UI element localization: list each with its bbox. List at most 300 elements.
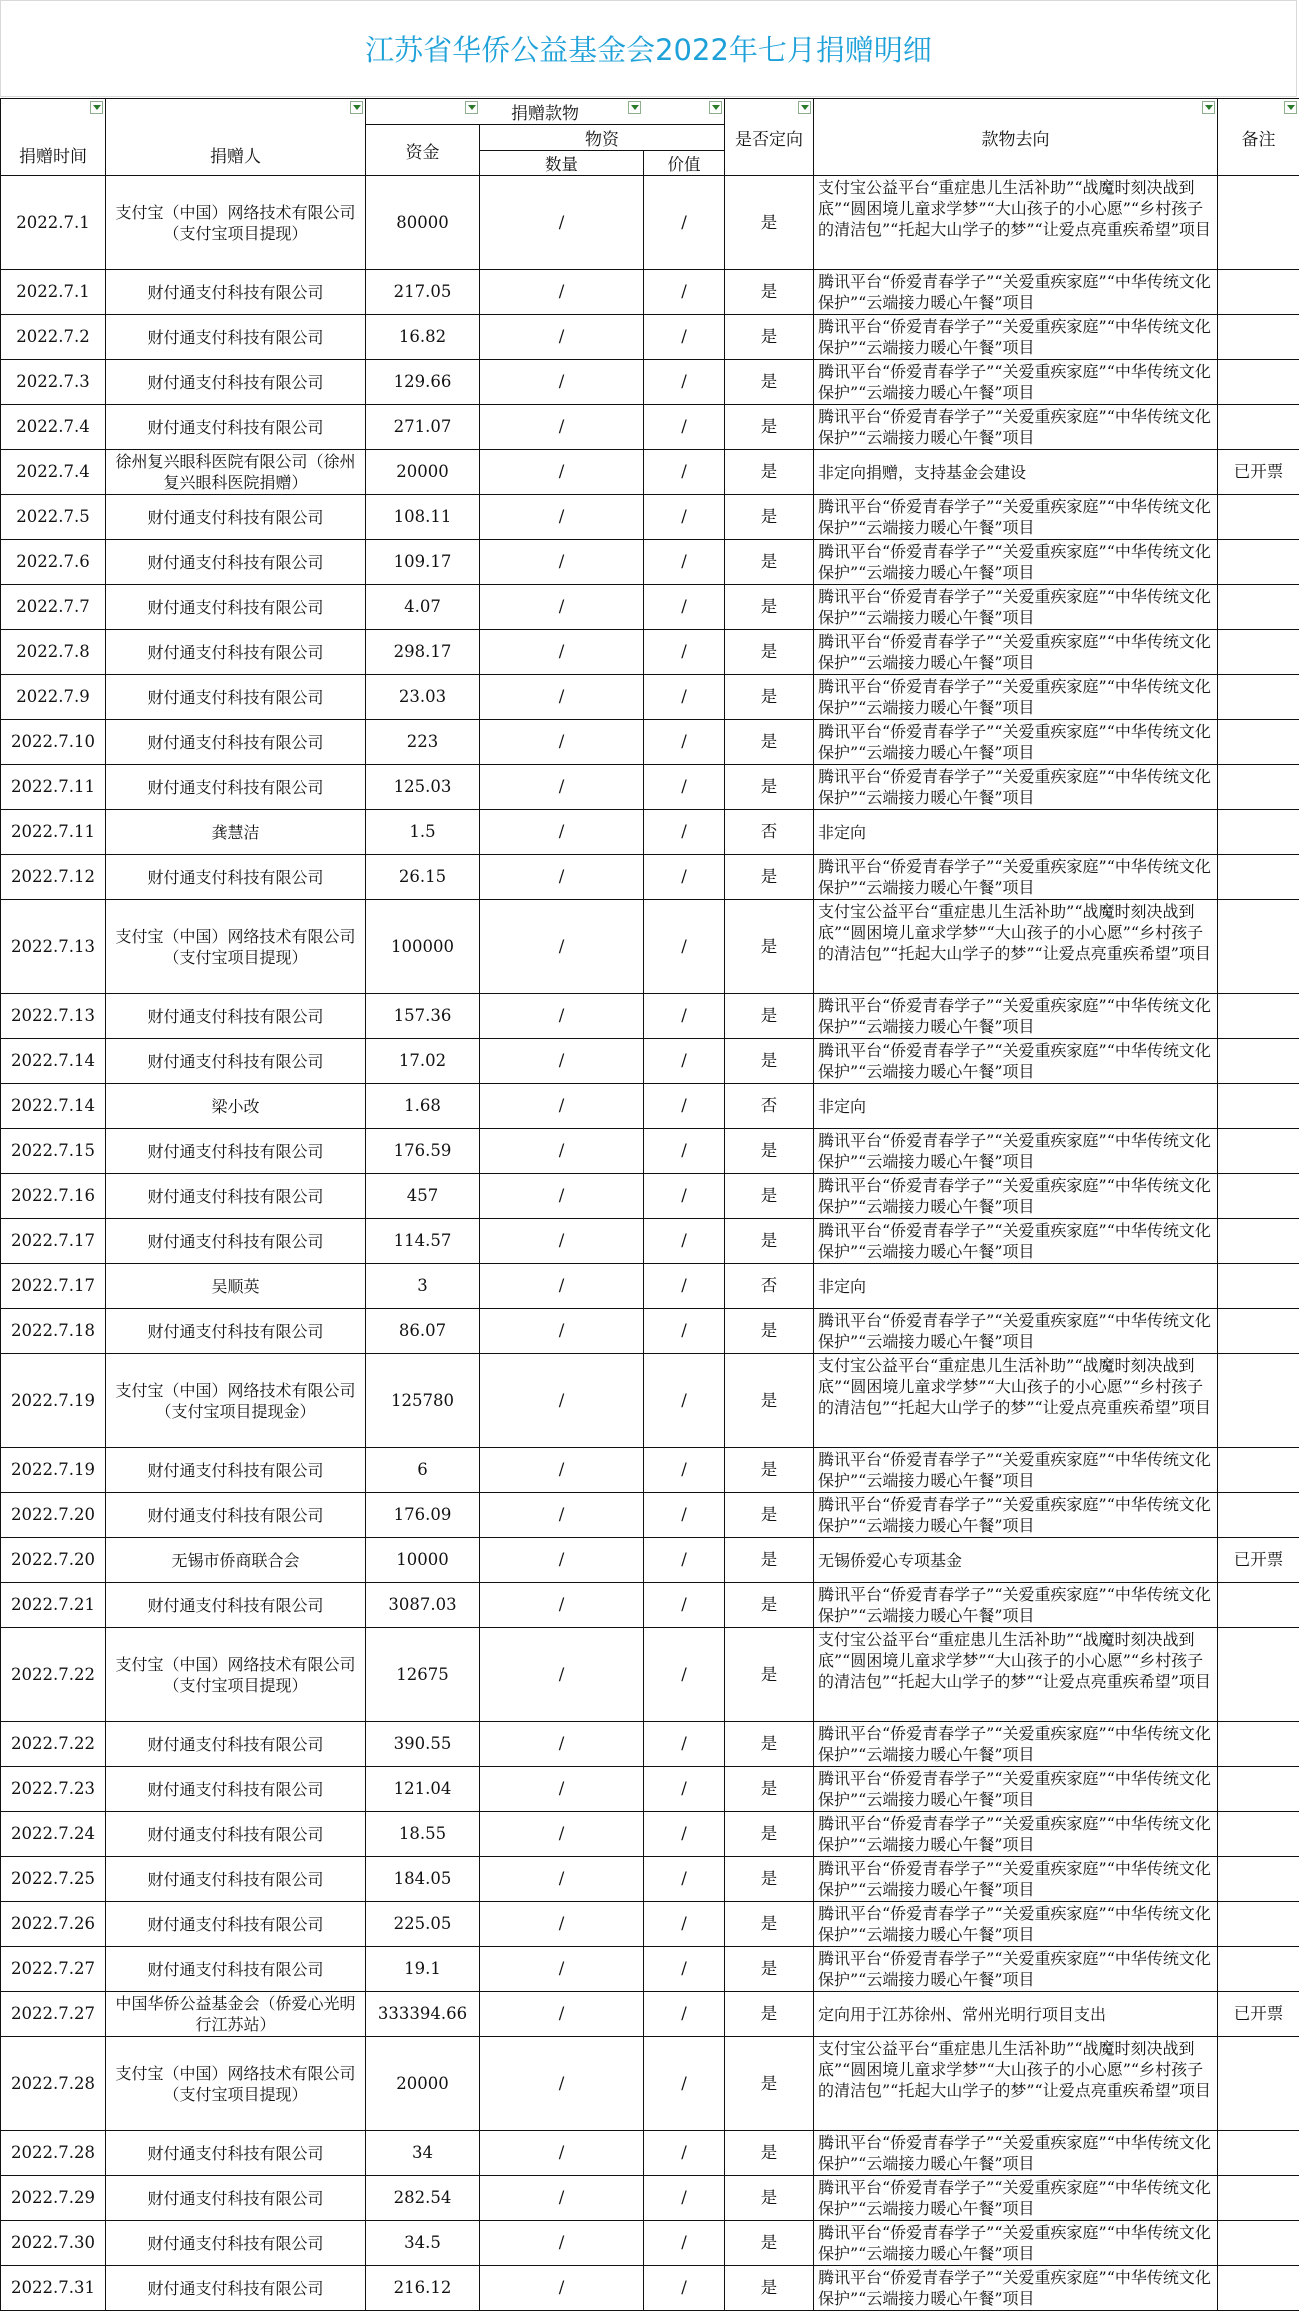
cell-quantity: /: [480, 585, 644, 630]
cell-cash: 457: [366, 1174, 480, 1219]
cell-directed: 是: [725, 315, 814, 360]
table-row: [1, 1129, 1299, 1174]
cell-remark: [1218, 630, 1299, 675]
cell-date: 2022.7.17: [1, 1219, 106, 1264]
cell-date: 2022.7.4: [1, 405, 106, 450]
filter-dropdown-icon[interactable]: [798, 101, 811, 114]
table-row: [1, 1354, 1299, 1448]
cell-donor: 财付通支付科技有限公司: [106, 405, 366, 450]
cell-directed: 是: [725, 1812, 814, 1857]
cell-remark: [1218, 495, 1299, 540]
cell-value: /: [644, 2037, 725, 2131]
cell-remark: [1218, 1767, 1299, 1812]
cell-date: 2022.7.1: [1, 270, 106, 315]
cell-destination: 腾讯平台“侨爱青春学子”“关爱重疾家庭”“中华传统文化保护”“云端接力暖心午餐”项目: [814, 720, 1218, 765]
cell-cash: 18.55: [366, 1812, 480, 1857]
cell-date: 2022.7.11: [1, 765, 106, 810]
cell-quantity: /: [480, 2221, 644, 2266]
cell-cash: 86.07: [366, 1309, 480, 1354]
cell-cash: 121.04: [366, 1767, 480, 1812]
cell-date: 2022.7.15: [1, 1129, 106, 1174]
cell-donor: 徐州复兴眼科医院有限公司（徐州复兴眼科医院捐赠）: [106, 450, 366, 495]
cell-value: /: [644, 994, 725, 1039]
cell-value: /: [644, 1448, 725, 1493]
cell-donor: 无锡市侨商联合会: [106, 1538, 366, 1583]
header-value: 价值: [644, 151, 725, 176]
cell-destination: 腾讯平台“侨爱青春学子”“关爱重疾家庭”“中华传统文化保护”“云端接力暖心午餐”项目: [814, 1812, 1218, 1857]
cell-destination: 腾讯平台“侨爱青春学子”“关爱重疾家庭”“中华传统文化保护”“云端接力暖心午餐”项目: [814, 1219, 1218, 1264]
filter-dropdown-icon[interactable]: [465, 101, 478, 114]
cell-destination: 腾讯平台“侨爱青春学子”“关爱重疾家庭”“中华传统文化保护”“云端接力暖心午餐”项目: [814, 1902, 1218, 1947]
cell-date: 2022.7.16: [1, 1174, 106, 1219]
cell-value: /: [644, 360, 725, 405]
cell-directed: 是: [725, 1538, 814, 1583]
cell-donor: 财付通支付科技有限公司: [106, 2266, 366, 2311]
cell-destination: 腾讯平台“侨爱青春学子”“关爱重疾家庭”“中华传统文化保护”“云端接力暖心午餐”项目: [814, 1947, 1218, 1992]
cell-destination: 腾讯平台“侨爱青春学子”“关爱重疾家庭”“中华传统文化保护”“云端接力暖心午餐”项目: [814, 765, 1218, 810]
cell-donor: 财付通支付科技有限公司: [106, 540, 366, 585]
cell-date: 2022.7.30: [1, 2221, 106, 2266]
cell-date: 2022.7.14: [1, 1039, 106, 1084]
cell-remark: [1218, 1084, 1299, 1129]
table-row: [1, 720, 1299, 765]
cell-quantity: /: [480, 2037, 644, 2131]
cell-destination: 支付宝公益平台“重症患儿生活补助”“战魔时刻决战到底”“圆困境儿童求学梦”“大山孩子的小心愿”“乡村孩子的清洁包”“托起大山学子的梦”“让爱点亮重疾希望”项目: [814, 1354, 1218, 1448]
cell-cash: 34: [366, 2131, 480, 2176]
header-quantity: 数量: [480, 151, 644, 176]
cell-cash: 125.03: [366, 765, 480, 810]
cell-remark: 已开票: [1218, 1538, 1299, 1583]
table-row: [1, 270, 1299, 315]
cell-destination: 腾讯平台“侨爱青春学子”“关爱重疾家庭”“中华传统文化保护”“云端接力暖心午餐”项目: [814, 2176, 1218, 2221]
cell-cash: 114.57: [366, 1219, 480, 1264]
cell-donor: 支付宝（中国）网络技术有限公司（支付宝项目提现）: [106, 2037, 366, 2131]
cell-directed: 是: [725, 1129, 814, 1174]
table-row: [1, 630, 1299, 675]
cell-date: 2022.7.14: [1, 1084, 106, 1129]
cell-directed: 是: [725, 176, 814, 270]
cell-destination: 腾讯平台“侨爱青春学子”“关爱重疾家庭”“中华传统文化保护”“云端接力暖心午餐”项目: [814, 2221, 1218, 2266]
cell-quantity: /: [480, 1902, 644, 1947]
cell-date: 2022.7.6: [1, 540, 106, 585]
cell-date: 2022.7.19: [1, 1354, 106, 1448]
cell-value: /: [644, 176, 725, 270]
cell-cash: 282.54: [366, 2176, 480, 2221]
cell-destination: 腾讯平台“侨爱青春学子”“关爱重疾家庭”“中华传统文化保护”“云端接力暖心午餐”项目: [814, 675, 1218, 720]
cell-directed: 是: [725, 1722, 814, 1767]
filter-dropdown-icon[interactable]: [628, 101, 641, 114]
cell-directed: 是: [725, 675, 814, 720]
cell-remark: [1218, 1219, 1299, 1264]
cell-donor: 财付通支付科技有限公司: [106, 495, 366, 540]
cell-remark: [1218, 1448, 1299, 1493]
cell-value: /: [644, 450, 725, 495]
cell-cash: 16.82: [366, 315, 480, 360]
cell-directed: 是: [725, 1448, 814, 1493]
cell-cash: 19.1: [366, 1947, 480, 1992]
cell-cash: 34.5: [366, 2221, 480, 2266]
cell-value: /: [644, 1857, 725, 1902]
cell-donor: 财付通支付科技有限公司: [106, 1129, 366, 1174]
table-row: [1, 1039, 1299, 1084]
cell-destination: 腾讯平台“侨爱青春学子”“关爱重疾家庭”“中华传统文化保护”“云端接力暖心午餐”项目: [814, 2131, 1218, 2176]
cell-quantity: /: [480, 765, 644, 810]
header-date: 捐赠时间: [1, 99, 106, 176]
table-row: [1, 176, 1299, 270]
cell-quantity: /: [480, 1039, 644, 1084]
cell-quantity: /: [480, 1583, 644, 1628]
cell-value: /: [644, 1174, 725, 1219]
cell-destination: 腾讯平台“侨爱青春学子”“关爱重疾家庭”“中华传统文化保护”“云端接力暖心午餐”项目: [814, 1767, 1218, 1812]
cell-cash: 129.66: [366, 360, 480, 405]
cell-directed: 是: [725, 495, 814, 540]
cell-date: 2022.7.28: [1, 2037, 106, 2131]
cell-remark: [1218, 1947, 1299, 1992]
cell-remark: [1218, 855, 1299, 900]
cell-destination: 腾讯平台“侨爱青春学子”“关爱重疾家庭”“中华传统文化保护”“云端接力暖心午餐”项目: [814, 360, 1218, 405]
table-row: [1, 2176, 1299, 2221]
cell-directed: 是: [725, 2221, 814, 2266]
cell-value: /: [644, 1129, 725, 1174]
cell-destination: 非定向捐赠，支持基金会建设: [814, 450, 1218, 495]
table-row: [1, 765, 1299, 810]
cell-donor: 财付通支付科技有限公司: [106, 1947, 366, 1992]
cell-date: 2022.7.8: [1, 630, 106, 675]
cell-cash: 20000: [366, 450, 480, 495]
cell-value: /: [644, 2266, 725, 2311]
table-row: [1, 900, 1299, 994]
cell-quantity: /: [480, 176, 644, 270]
cell-quantity: /: [480, 900, 644, 994]
cell-destination: 支付宝公益平台“重症患儿生活补助”“战魔时刻决战到底”“圆困境儿童求学梦”“大山孩子的小心愿”“乡村孩子的清洁包”“托起大山学子的梦”“让爱点亮重疾希望”项目: [814, 2037, 1218, 2131]
cell-directed: 是: [725, 994, 814, 1039]
cell-cash: 176.09: [366, 1493, 480, 1538]
cell-remark: [1218, 994, 1299, 1039]
cell-remark: [1218, 2266, 1299, 2311]
cell-donor: 财付通支付科技有限公司: [106, 1174, 366, 1219]
cell-date: 2022.7.27: [1, 1992, 106, 2037]
table-row: [1, 1264, 1299, 1309]
cell-remark: [1218, 405, 1299, 450]
cell-directed: 是: [725, 1219, 814, 1264]
table-row: [1, 1583, 1299, 1628]
cell-donor: 吴顺英: [106, 1264, 366, 1309]
cell-donor: 财付通支付科技有限公司: [106, 2176, 366, 2221]
cell-directed: 是: [725, 270, 814, 315]
cell-value: /: [644, 720, 725, 765]
cell-value: /: [644, 855, 725, 900]
cell-date: 2022.7.26: [1, 1902, 106, 1947]
table-row: [1, 810, 1299, 855]
cell-remark: [1218, 2221, 1299, 2266]
cell-cash: 216.12: [366, 2266, 480, 2311]
header-donation: 捐赠款物: [366, 99, 725, 125]
cell-donor: 财付通支付科技有限公司: [106, 1583, 366, 1628]
cell-value: /: [644, 810, 725, 855]
cell-date: 2022.7.9: [1, 675, 106, 720]
cell-value: /: [644, 675, 725, 720]
cell-directed: 是: [725, 1628, 814, 1722]
cell-directed: 是: [725, 630, 814, 675]
cell-directed: 是: [725, 585, 814, 630]
header-donor: 捐赠人: [106, 99, 366, 176]
cell-directed: 是: [725, 1583, 814, 1628]
cell-directed: 是: [725, 720, 814, 765]
table-row: [1, 1992, 1299, 2037]
table-body: [1, 176, 1299, 2311]
cell-directed: 是: [725, 1354, 814, 1448]
table-row: [1, 2221, 1299, 2266]
cell-directed: 是: [725, 405, 814, 450]
cell-date: 2022.7.22: [1, 1628, 106, 1722]
cell-donor: 财付通支付科技有限公司: [106, 2221, 366, 2266]
cell-remark: [1218, 1493, 1299, 1538]
cell-date: 2022.7.4: [1, 450, 106, 495]
cell-donor: 财付通支付科技有限公司: [106, 270, 366, 315]
cell-cash: 271.07: [366, 405, 480, 450]
table-row: [1, 1947, 1299, 1992]
cell-destination: 无锡侨爱心专项基金: [814, 1538, 1218, 1583]
table-row: [1, 495, 1299, 540]
cell-quantity: /: [480, 1992, 644, 2037]
cell-cash: 157.36: [366, 994, 480, 1039]
cell-donor: 财付通支付科技有限公司: [106, 1493, 366, 1538]
cell-destination: 腾讯平台“侨爱青春学子”“关爱重疾家庭”“中华传统文化保护”“云端接力暖心午餐”项目: [814, 855, 1218, 900]
cell-quantity: /: [480, 2176, 644, 2221]
cell-value: /: [644, 1309, 725, 1354]
cell-donor: 财付通支付科技有限公司: [106, 720, 366, 765]
table-row: [1, 1902, 1299, 1947]
cell-quantity: /: [480, 315, 644, 360]
cell-quantity: /: [480, 2131, 644, 2176]
cell-remark: [1218, 900, 1299, 994]
cell-remark: [1218, 540, 1299, 585]
cell-quantity: /: [480, 450, 644, 495]
cell-directed: 是: [725, 855, 814, 900]
cell-value: /: [644, 1992, 725, 2037]
cell-remark: [1218, 2176, 1299, 2221]
cell-date: 2022.7.24: [1, 1812, 106, 1857]
cell-quantity: /: [480, 495, 644, 540]
cell-remark: [1218, 720, 1299, 765]
cell-value: /: [644, 1538, 725, 1583]
cell-destination: 腾讯平台“侨爱青春学子”“关爱重疾家庭”“中华传统文化保护”“云端接力暖心午餐”项目: [814, 585, 1218, 630]
table-row: [1, 2266, 1299, 2311]
cell-quantity: /: [480, 1947, 644, 1992]
cell-value: /: [644, 630, 725, 675]
cell-value: /: [644, 1767, 725, 1812]
cell-value: /: [644, 1628, 725, 1722]
header-destination: 款物去向: [814, 99, 1218, 176]
cell-donor: 财付通支付科技有限公司: [106, 1219, 366, 1264]
cell-remark: [1218, 765, 1299, 810]
cell-quantity: /: [480, 1354, 644, 1448]
cell-cash: 184.05: [366, 1857, 480, 1902]
cell-quantity: /: [480, 1628, 644, 1722]
filter-dropdown-icon[interactable]: [1284, 101, 1297, 114]
cell-cash: 12675: [366, 1628, 480, 1722]
cell-cash: 1.5: [366, 810, 480, 855]
cell-directed: 是: [725, 1174, 814, 1219]
cell-destination: 腾讯平台“侨爱青春学子”“关爱重疾家庭”“中华传统文化保护”“云端接力暖心午餐”项目: [814, 270, 1218, 315]
cell-date: 2022.7.17: [1, 1264, 106, 1309]
cell-remark: 已开票: [1218, 1992, 1299, 2037]
cell-date: 2022.7.31: [1, 2266, 106, 2311]
cell-quantity: /: [480, 1767, 644, 1812]
header-cash: 资金: [366, 125, 480, 176]
cell-directed: 是: [725, 1992, 814, 2037]
cell-quantity: /: [480, 1219, 644, 1264]
cell-cash: 333394.66: [366, 1992, 480, 2037]
table-row: [1, 1219, 1299, 1264]
cell-value: /: [644, 900, 725, 994]
table-row: [1, 1084, 1299, 1129]
cell-value: /: [644, 2131, 725, 2176]
cell-destination: 腾讯平台“侨爱青春学子”“关爱重疾家庭”“中华传统文化保护”“云端接力暖心午餐”项目: [814, 1039, 1218, 1084]
cell-directed: 是: [725, 1857, 814, 1902]
cell-cash: 390.55: [366, 1722, 480, 1767]
cell-value: /: [644, 270, 725, 315]
cell-cash: 10000: [366, 1538, 480, 1583]
cell-destination: 腾讯平台“侨爱青春学子”“关爱重疾家庭”“中华传统文化保护”“云端接力暖心午餐”项目: [814, 495, 1218, 540]
cell-donor: 财付通支付科技有限公司: [106, 2131, 366, 2176]
cell-date: 2022.7.7: [1, 585, 106, 630]
cell-directed: 是: [725, 360, 814, 405]
cell-date: 2022.7.23: [1, 1767, 106, 1812]
header-goods: 物资: [480, 125, 725, 151]
cell-directed: 是: [725, 540, 814, 585]
filter-dropdown-icon[interactable]: [90, 101, 103, 114]
cell-destination: 非定向: [814, 810, 1218, 855]
cell-remark: [1218, 270, 1299, 315]
cell-remark: [1218, 1309, 1299, 1354]
cell-destination: 腾讯平台“侨爱青春学子”“关爱重疾家庭”“中华传统文化保护”“云端接力暖心午餐”项目: [814, 405, 1218, 450]
filter-dropdown-icon[interactable]: [1202, 101, 1215, 114]
cell-quantity: /: [480, 855, 644, 900]
cell-remark: [1218, 1812, 1299, 1857]
cell-cash: 80000: [366, 176, 480, 270]
cell-date: 2022.7.27: [1, 1947, 106, 1992]
cell-donor: 梁小改: [106, 1084, 366, 1129]
cell-donor: 中国华侨公益基金会（侨爱心光明行江苏站）: [106, 1992, 366, 2037]
cell-directed: 否: [725, 1084, 814, 1129]
cell-cash: 4.07: [366, 585, 480, 630]
cell-value: /: [644, 1493, 725, 1538]
cell-value: /: [644, 1084, 725, 1129]
cell-remark: [1218, 1039, 1299, 1084]
cell-destination: 非定向: [814, 1264, 1218, 1309]
header-remark: 备注: [1218, 99, 1299, 176]
cell-value: /: [644, 540, 725, 585]
cell-value: /: [644, 495, 725, 540]
cell-destination: 非定向: [814, 1084, 1218, 1129]
cell-remark: [1218, 1902, 1299, 1947]
cell-value: /: [644, 1354, 725, 1448]
cell-donor: 财付通支付科技有限公司: [106, 585, 366, 630]
cell-quantity: /: [480, 1448, 644, 1493]
cell-remark: [1218, 360, 1299, 405]
table-row: [1, 2131, 1299, 2176]
cell-cash: 223: [366, 720, 480, 765]
cell-quantity: /: [480, 1264, 644, 1309]
cell-donor: 支付宝（中国）网络技术有限公司（支付宝项目提现）: [106, 176, 366, 270]
cell-directed: 是: [725, 2266, 814, 2311]
table-row: [1, 1722, 1299, 1767]
cell-donor: 支付宝（中国）网络技术有限公司（支付宝项目提现）: [106, 900, 366, 994]
cell-donor: 财付通支付科技有限公司: [106, 1767, 366, 1812]
table-row: [1, 585, 1299, 630]
cell-remark: [1218, 1129, 1299, 1174]
cell-donor: 支付宝（中国）网络技术有限公司（支付宝项目提现金）: [106, 1354, 366, 1448]
cell-cash: 26.15: [366, 855, 480, 900]
cell-cash: 1.68: [366, 1084, 480, 1129]
table-row: [1, 994, 1299, 1039]
filter-dropdown-icon[interactable]: [709, 101, 722, 114]
cell-destination: 腾讯平台“侨爱青春学子”“关爱重疾家庭”“中华传统文化保护”“云端接力暖心午餐”项目: [814, 540, 1218, 585]
cell-value: /: [644, 405, 725, 450]
table-row: [1, 405, 1299, 450]
cell-quantity: /: [480, 810, 644, 855]
cell-destination: 腾讯平台“侨爱青春学子”“关爱重疾家庭”“中华传统文化保护”“云端接力暖心午餐”项目: [814, 1174, 1218, 1219]
cell-donor: 财付通支付科技有限公司: [106, 675, 366, 720]
cell-date: 2022.7.18: [1, 1309, 106, 1354]
cell-donor: 财付通支付科技有限公司: [106, 855, 366, 900]
cell-date: 2022.7.22: [1, 1722, 106, 1767]
cell-value: /: [644, 1264, 725, 1309]
cell-remark: [1218, 2037, 1299, 2131]
cell-remark: 已开票: [1218, 450, 1299, 495]
cell-remark: [1218, 315, 1299, 360]
cell-date: 2022.7.10: [1, 720, 106, 765]
cell-value: /: [644, 1902, 725, 1947]
cell-date: 2022.7.11: [1, 810, 106, 855]
cell-quantity: /: [480, 405, 644, 450]
cell-cash: 108.11: [366, 495, 480, 540]
cell-value: /: [644, 1583, 725, 1628]
cell-directed: 是: [725, 450, 814, 495]
table-row: [1, 1448, 1299, 1493]
cell-date: 2022.7.19: [1, 1448, 106, 1493]
cell-directed: 是: [725, 2037, 814, 2131]
cell-remark: [1218, 1628, 1299, 1722]
cell-quantity: /: [480, 1493, 644, 1538]
cell-quantity: /: [480, 994, 644, 1039]
cell-cash: 3087.03: [366, 1583, 480, 1628]
cell-date: 2022.7.21: [1, 1583, 106, 1628]
cell-quantity: /: [480, 540, 644, 585]
cell-donor: 财付通支付科技有限公司: [106, 765, 366, 810]
cell-quantity: /: [480, 1174, 644, 1219]
filter-dropdown-icon[interactable]: [350, 101, 363, 114]
table-row: [1, 1812, 1299, 1857]
cell-quantity: /: [480, 2266, 644, 2311]
cell-destination: 腾讯平台“侨爱青春学子”“关爱重疾家庭”“中华传统文化保护”“云端接力暖心午餐”项目: [814, 1309, 1218, 1354]
cell-date: 2022.7.5: [1, 495, 106, 540]
cell-quantity: /: [480, 720, 644, 765]
cell-destination: 腾讯平台“侨爱青春学子”“关爱重疾家庭”“中华传统文化保护”“云端接力暖心午餐”项目: [814, 630, 1218, 675]
cell-date: 2022.7.29: [1, 2176, 106, 2221]
cell-directed: 否: [725, 810, 814, 855]
cell-destination: 腾讯平台“侨爱青春学子”“关爱重疾家庭”“中华传统文化保护”“云端接力暖心午餐”项目: [814, 994, 1218, 1039]
cell-donor: 财付通支付科技有限公司: [106, 994, 366, 1039]
cell-date: 2022.7.20: [1, 1538, 106, 1583]
cell-value: /: [644, 2221, 725, 2266]
cell-cash: 17.02: [366, 1039, 480, 1084]
table-row: [1, 1174, 1299, 1219]
cell-date: 2022.7.12: [1, 855, 106, 900]
cell-quantity: /: [480, 1309, 644, 1354]
cell-value: /: [644, 1812, 725, 1857]
